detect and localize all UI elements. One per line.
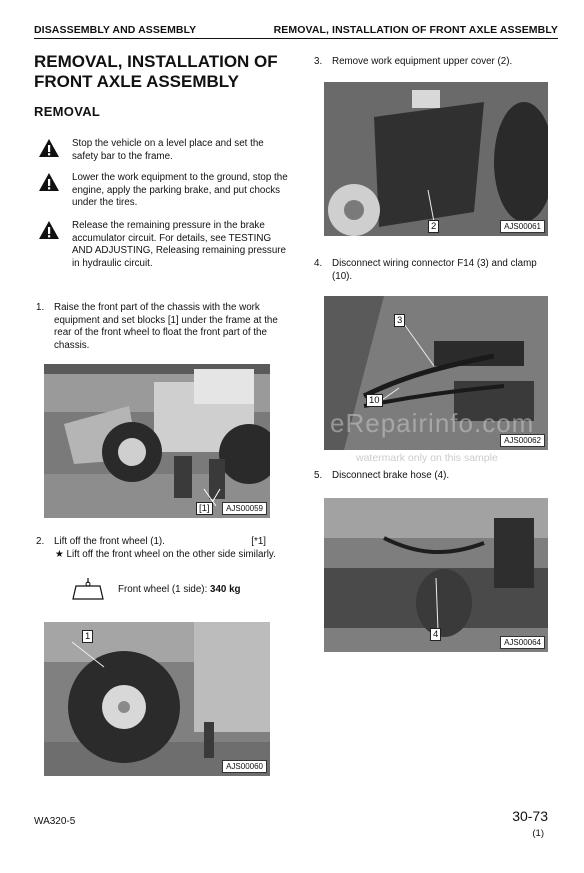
header-topic-title: REMOVAL, INSTALLATION OF FRONT AXLE ASSEMBLY <box>273 24 558 36</box>
page-revision: (1) <box>532 828 544 839</box>
weight-icon <box>72 578 104 600</box>
watermark-subtext: watermark only on this sample <box>356 452 498 464</box>
figure-id-label: AJS00062 <box>500 434 545 447</box>
page-title: REMOVAL, INSTALLATION OF FRONT AXLE ASSEMBLY <box>34 52 278 91</box>
header-rule <box>34 38 558 39</box>
step-text: Disconnect brake hose (4). <box>332 470 450 481</box>
step-text: Lift off the front wheel (1). <box>54 536 165 547</box>
warning-text: Release the remaining pressure in the brake accumulator circuit. For details, see TESTING AND ADJUSTING, Releasing remaining pressure in hydraulic circuit. <box>72 220 286 269</box>
watermark-text: eRepairinfo.com <box>330 408 535 438</box>
warning-triangle-icon <box>38 138 60 158</box>
figure-front-wheel <box>44 622 270 776</box>
footer-model: WA320-5 <box>34 816 76 827</box>
step-number: 3. <box>314 56 323 67</box>
step-number: 2. <box>36 536 45 547</box>
loader-photo-illustration <box>44 364 270 518</box>
figure-loader-on-blocks <box>44 364 270 518</box>
figure-id-label: AJS00064 <box>500 636 545 649</box>
figure-callout: [1] <box>196 502 213 515</box>
section-subtitle: REMOVAL <box>34 104 101 119</box>
step-text: Remove work equipment upper cover (2). <box>332 56 513 67</box>
figure-id-label: AJS00060 <box>222 760 267 773</box>
step-number: 1. <box>36 302 45 313</box>
page-number: 30-73 <box>512 808 548 824</box>
figure-brake-hose <box>324 498 548 652</box>
figure-id-label: AJS00061 <box>500 220 545 233</box>
warning-triangle-icon <box>38 220 60 240</box>
figure-upper-cover <box>324 82 548 236</box>
warning-text: Lower the work equipment to the ground, stop the engine, apply the parking brake, and put chocks under the tires. <box>72 172 288 208</box>
upper-cover-photo-illustration <box>324 82 548 236</box>
step-number: 4. <box>314 258 323 269</box>
step-2-note: ★ Lift off the front wheel on the other side similarly. <box>55 549 276 560</box>
warning-triangle-icon <box>38 172 60 192</box>
front-wheel-photo-illustration <box>44 622 270 776</box>
step-2-reference: [*1] <box>251 536 266 547</box>
figure-callout: 1 <box>82 630 93 643</box>
step-number: 5. <box>314 470 323 481</box>
step-text: Disconnect wiring connector F14 (3) and clamp (10). <box>332 258 537 282</box>
weight-value: 340 kg <box>210 584 241 595</box>
weight-label: Front wheel (1 side): <box>118 584 208 595</box>
header-section-title: DISASSEMBLY AND ASSEMBLY <box>34 24 197 36</box>
figure-callout: 2 <box>428 220 439 233</box>
figure-id-label: AJS00059 <box>222 502 267 515</box>
step-text: Raise the front part of the chassis with the work equipment and set blocks [1] under the frame at the rear of the front wheel to float the front part of the chassis. <box>54 302 278 351</box>
figure-callout: 4 <box>430 628 441 641</box>
figure-callout: 3 <box>394 314 405 327</box>
warning-text: Stop the vehicle on a level place and set the safety bar to the frame. <box>72 138 264 162</box>
figure-callout: 10 <box>366 394 383 407</box>
weight-spec <box>118 584 241 595</box>
